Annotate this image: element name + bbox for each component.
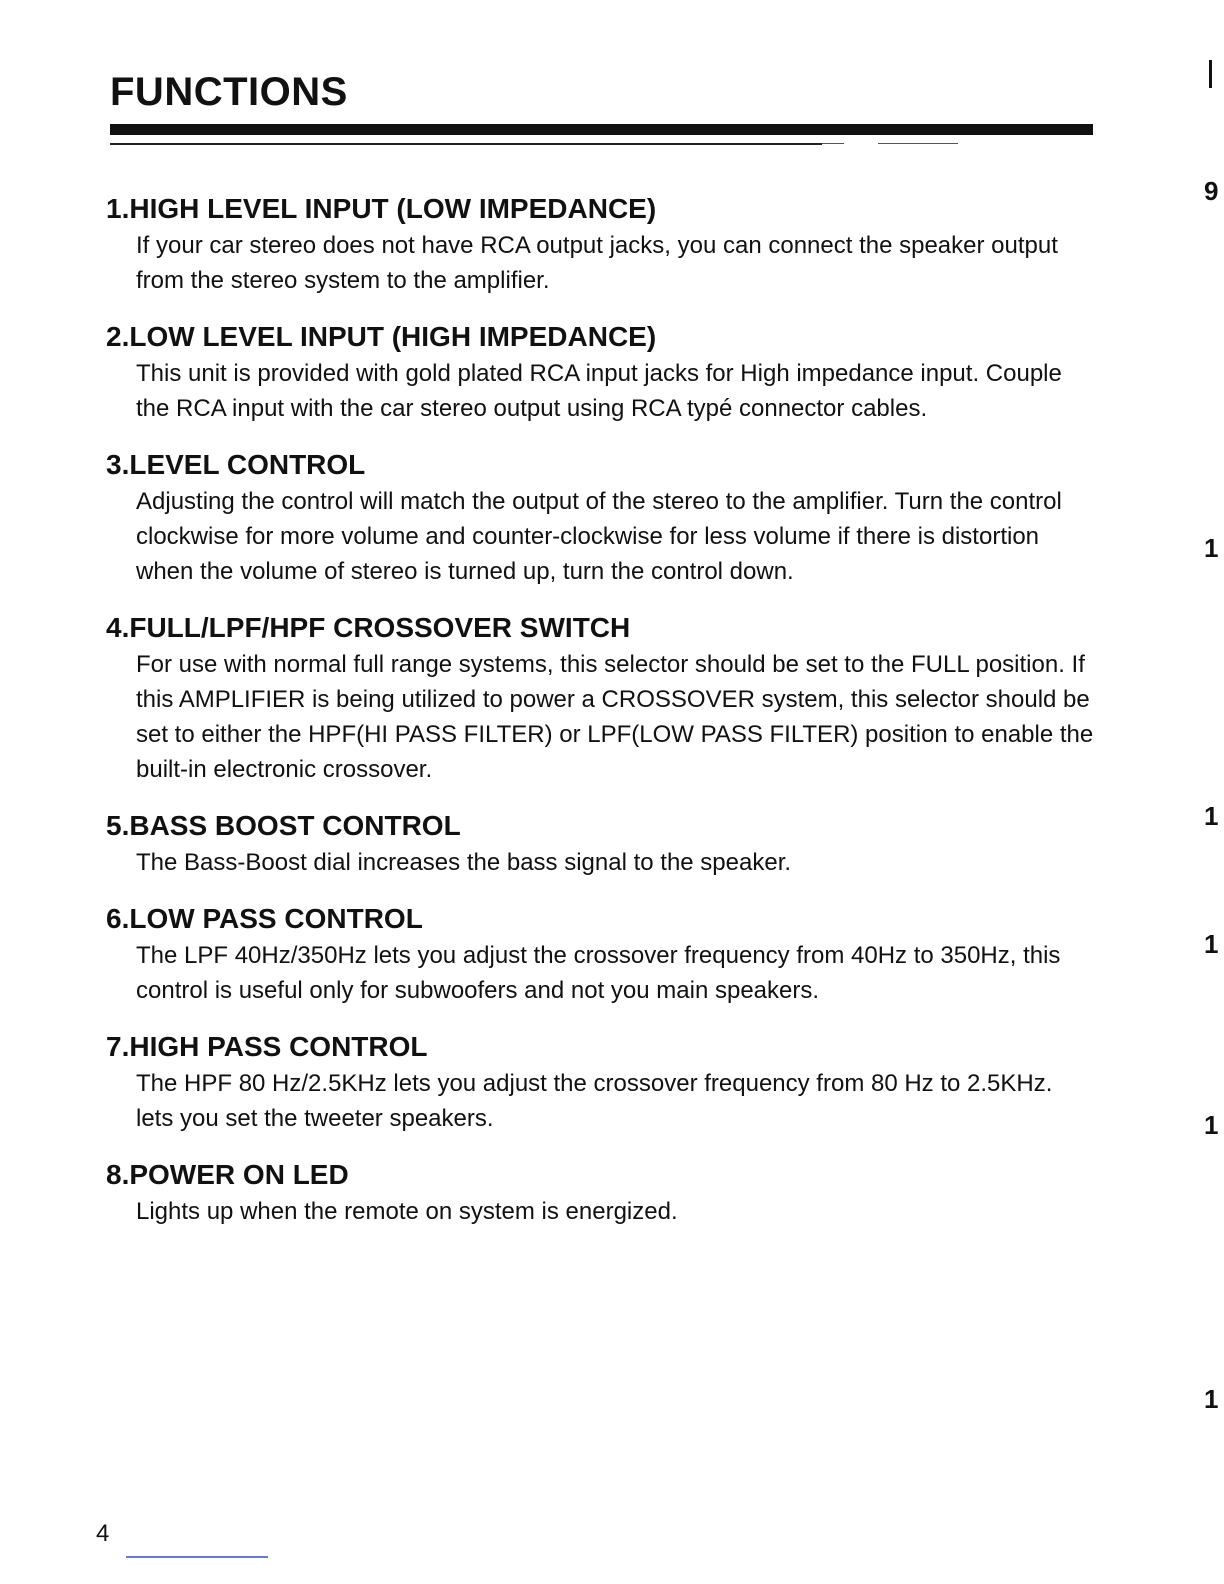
section-level-control [106, 448, 1106, 589]
section-heading: 5.BASS BOOST CONTROL [106, 810, 461, 841]
section-body: This unit is provided with gold plated RCA input jacks for High impedance input. Couple the RCA input with the car stereo output using RCA typé connector cables. [136, 360, 1062, 422]
edge-mark: 1 [1204, 1384, 1219, 1414]
section-heading: 8.POWER ON LED [106, 1159, 349, 1190]
section-body: Adjusting the control will match the output of the stereo to the amplifier. Turn the control clockwise for more volume and counter-clockwise for less volume if there is distortion when the volume of stereo is turned up, turn the control down. [136, 488, 1062, 585]
section-heading: 7.HIGH PASS CONTROL [106, 1031, 428, 1062]
section-low-level-input [106, 320, 1106, 426]
footer-line [126, 1556, 268, 1558]
functions-list [106, 192, 1106, 1251]
section-power-led [106, 1158, 1106, 1229]
section-body: The Bass-Boost dial increases the bass signal to the speaker. [136, 849, 792, 876]
section-heading: 3.LEVEL CONTROL [106, 449, 366, 480]
section-low-pass [106, 902, 1106, 1008]
edge-mark: 1 [1204, 801, 1219, 831]
edge-mark: 9 [1204, 176, 1219, 206]
section-high-level-input [106, 192, 1106, 298]
edge-mark: 1 [1204, 929, 1219, 959]
section-body: For use with normal full range systems, this selector should be set to the FULL position. If this AMPLIFIER is being utilized to power a CROSSOVER system, this selector should be set to either the HPF(HI PASS FILTER) or LPF(LOW PASS FILTER) position to enable the built-in electronic crossover. [136, 651, 1094, 783]
header-rule-thick [110, 124, 1093, 135]
section-heading: 2.LOW LEVEL INPUT (HIGH IMPEDANCE) [106, 321, 657, 352]
section-crossover-switch [106, 611, 1106, 787]
page-title: FUNCTIONS [110, 70, 348, 114]
edge-mark: 1 [1204, 533, 1219, 563]
section-heading: 4.FULL/LPF/HPF CROSSOVER SWITCH [106, 612, 631, 643]
page-number: 4 [96, 1520, 110, 1547]
section-body: If your car stereo does not have RCA output jacks, you can connect the speaker output from the stereo system to the amplifier. [136, 232, 1058, 294]
section-body: The LPF 40Hz/350Hz lets you adjust the crossover frequency from 40Hz to 350Hz, this control is useful only for subwoofers and not you main speakers. [136, 942, 1061, 1004]
section-bass-boost [106, 809, 1106, 880]
section-high-pass [106, 1030, 1106, 1136]
edge-bar [1209, 60, 1212, 88]
section-heading: 1.HIGH LEVEL INPUT (LOW IMPEDANCE) [106, 193, 657, 224]
header-rule-dash [878, 143, 958, 144]
edge-mark: 1 [1204, 1110, 1219, 1140]
section-body: Lights up when the remote on system is energized. [136, 1198, 678, 1225]
section-body: The HPF 80 Hz/2.5KHz lets you adjust the crossover frequency from 80 Hz to 2.5KHz. lets you set the tweeter speakers. [136, 1070, 1053, 1132]
section-heading: 6.LOW PASS CONTROL [106, 903, 423, 934]
header-rule-thin [110, 143, 822, 145]
header-rule-dash [822, 143, 844, 144]
